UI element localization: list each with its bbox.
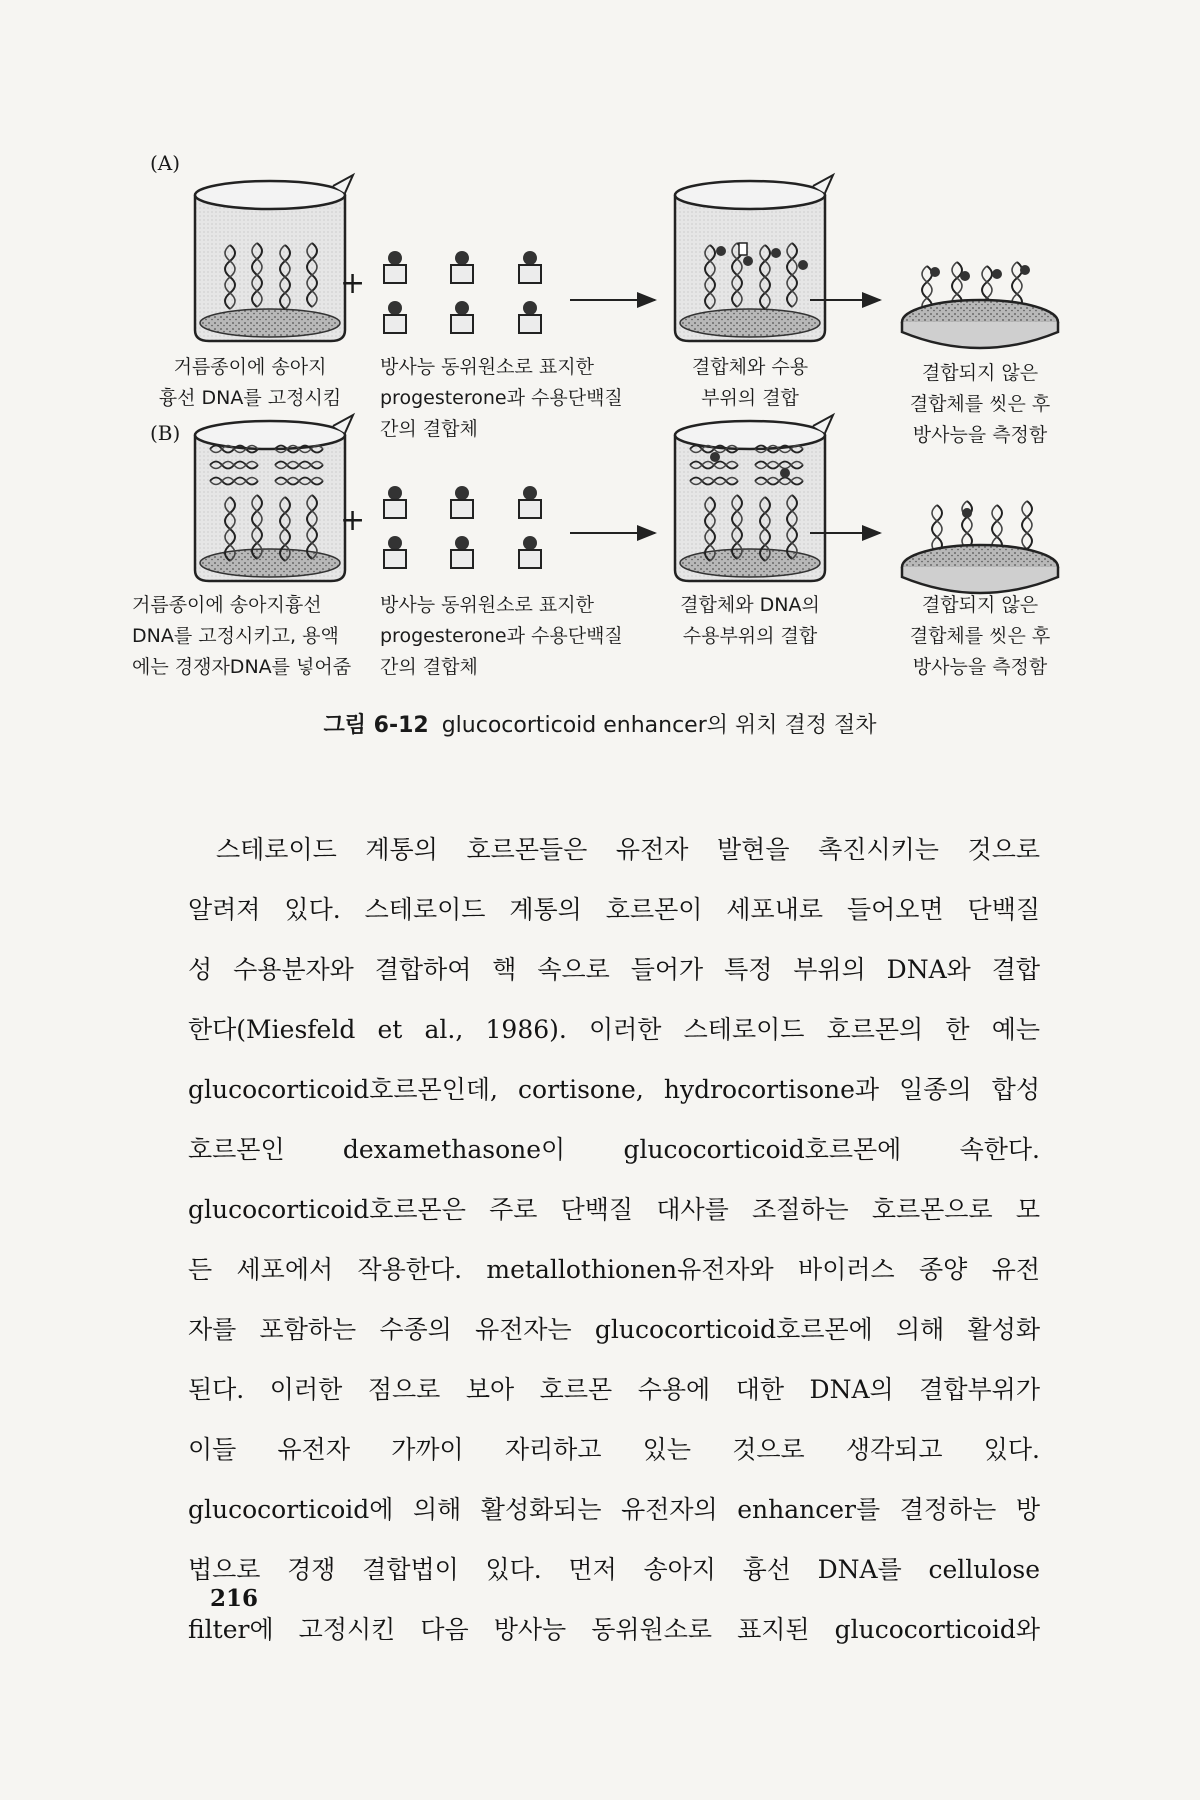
page-number: 216 bbox=[210, 1585, 259, 1612]
complex-group-a bbox=[384, 251, 541, 333]
body-paragraph bbox=[188, 820, 1040, 1660]
body-line: 법으로 경쟁 결합법이 있다. 먼저 송아지 흉선 DNA를 cellulose bbox=[188, 1555, 1040, 1584]
dish-b bbox=[902, 501, 1058, 593]
body-line: 알려져 있다. 스테로이드 계통의 호르몬이 세포내로 들어오면 단백질 bbox=[188, 895, 1040, 924]
figure-caption bbox=[0, 708, 1200, 739]
body-line: glucocorticoid에 의해 활성화되는 유전자의 enhancer를 결정하는 방 bbox=[188, 1495, 1040, 1524]
label-a-filter: 거름종이에 송아지 흉선 DNA를 고정시킴 bbox=[158, 356, 342, 409]
body-line: filter에 고정시킨 다음 방사능 동위원소로 표지된 glucocorticoid와 bbox=[188, 1615, 1040, 1644]
label-a-wash: 결합되지 않은 결합체를 씻은 후 방사능을 측정함 bbox=[909, 362, 1051, 446]
body-line: 한다(Miesfeld et al., 1986). 이러한 스테로이드 호르몬의 한 예는 bbox=[188, 1015, 1040, 1044]
caption-text: glucocorticoid enhancer의 위치 결정 절차 bbox=[441, 713, 877, 738]
body-line: glucocorticoid호르몬은 주로 단백질 대사를 조절하는 호르몬으로 모 bbox=[188, 1195, 1040, 1224]
body-line: 성 수용분자와 결합하여 핵 속으로 들어가 특정 부위의 DNA와 결합 bbox=[188, 955, 1040, 984]
body-line: 자를 포함하는 수종의 유전자는 glucocorticoid호르몬에 의해 활성화 bbox=[188, 1315, 1040, 1344]
beaker-a2 bbox=[675, 175, 833, 341]
body-line: 이들 유전자 가까이 자리하고 있는 것으로 생각되고 있다. bbox=[188, 1435, 1040, 1464]
label-b-wash: 결합되지 않은 결합체를 씻은 후 방사능을 측정함 bbox=[909, 594, 1051, 678]
complex-group-b bbox=[384, 486, 541, 568]
body-line: 된다. 이러한 점으로 보아 호르몬 수용에 대한 DNA의 결합부위가 bbox=[188, 1375, 1040, 1404]
figure-6-12 bbox=[0, 0, 1200, 720]
label-a-complex: 방사능 동위원소로 표지한 progesterone과 수용단백질 간의 결합체 bbox=[380, 356, 623, 440]
label-b-filter: 거름종이에 송아지흉선 DNA를 고정시키고, 용액 에는 경쟁자DNA를 넣어줌 bbox=[132, 594, 352, 678]
plus-sign-b: + bbox=[340, 503, 366, 538]
body-line: 든 세포에서 작용한다. metallothionen유전자와 바이러스 종양 유전 bbox=[188, 1255, 1040, 1284]
beaker-b1 bbox=[195, 415, 353, 581]
caption-number: 그림 6-12 bbox=[323, 713, 429, 738]
label-b-binding: 결합체와 DNA의 수용부위의 결합 bbox=[680, 594, 820, 647]
beaker-b2 bbox=[675, 415, 833, 581]
plus-sign-a: + bbox=[340, 266, 366, 301]
label-a-binding: 결합체와 수용 부위의 결합 bbox=[691, 356, 809, 409]
beaker-a1 bbox=[195, 175, 353, 341]
body-line: 스테로이드 계통의 호르몬들은 유전자 발현을 촉진시키는 것으로 bbox=[216, 835, 1040, 864]
body-line: glucocorticoid호르몬인데, cortisone, hydrocortisone과 일종의 합성 bbox=[188, 1075, 1040, 1104]
body-line: 호르몬인 dexamethasone이 glucocorticoid호르몬에 속한다. bbox=[188, 1135, 1040, 1164]
label-b-complex: 방사능 동위원소로 표지한 progesterone과 수용단백질 간의 결합체 bbox=[380, 594, 623, 678]
panel-b-label: (B) bbox=[150, 421, 181, 445]
panel-a-label: (A) bbox=[150, 151, 181, 175]
dish-a bbox=[902, 262, 1058, 348]
